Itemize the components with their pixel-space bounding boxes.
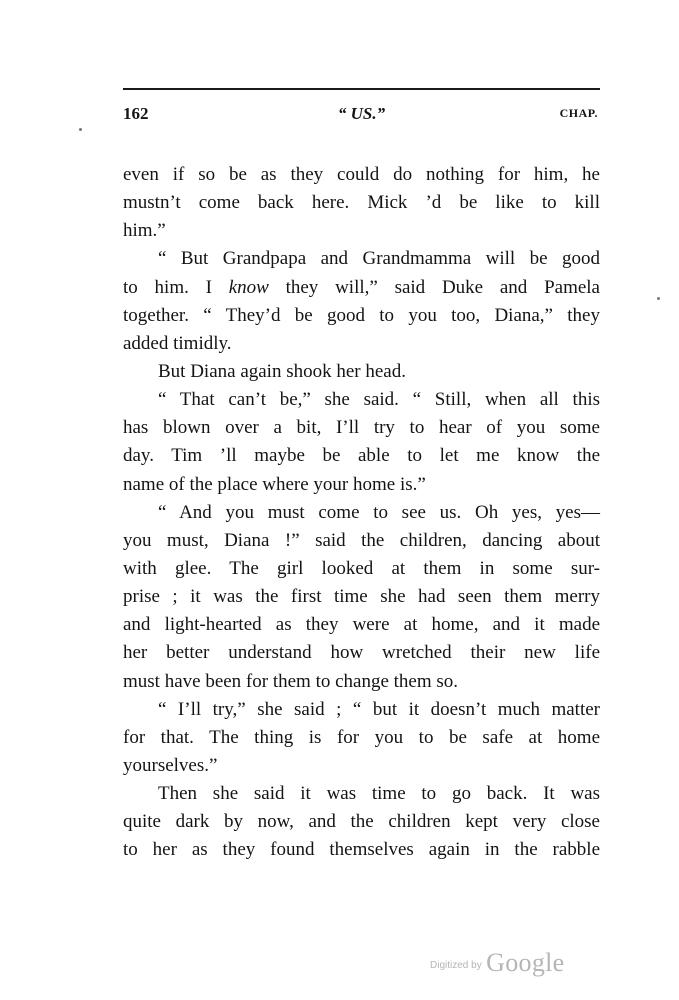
text-line: “ And you must come to see us. Oh yes, yes— [158, 501, 600, 523]
text-line: her better understand how wretched their new life [123, 642, 600, 664]
text-line: him.” [123, 220, 166, 242]
watermark-digitized-label: Digitized by [430, 960, 482, 971]
text-line: has blown over a bit, I’ll try to hear of you some [123, 417, 600, 439]
text-line: prise ; it was the first time she had seen them merry [123, 586, 600, 608]
text-line: “ That can’t be,” she said. “ Still, when all this [158, 389, 600, 411]
text-line: you must, Diana !” said the children, dancing about [123, 529, 600, 551]
text-line: yourselves.” [123, 754, 218, 776]
text-line: together. “ They’d be good to you too, Diana,” they [123, 304, 600, 326]
text-line: with glee. The girl looked at them in some sur- [123, 557, 600, 579]
digitized-by-google-watermark [430, 948, 565, 978]
text-line: “ But Grandpapa and Grandmamma will be good [158, 248, 600, 270]
page-number: 162 [123, 104, 149, 123]
text-line: Then she said it was time to go back. It was [158, 783, 600, 805]
emphasis: know [228, 276, 269, 298]
running-title: “ US.” [337, 104, 386, 123]
page-header [123, 104, 600, 128]
text-line: must have been for them to change them so. [123, 670, 459, 692]
body-text [123, 161, 600, 865]
text-line: mustn’t come back here. Mick ’d be like to kill [123, 192, 600, 214]
text-line: day. Tim ’ll maybe be able to let me know the [123, 445, 600, 467]
text-line: even if so be as they could do nothing for him, he [123, 164, 600, 185]
margin-speck [79, 128, 82, 131]
header-rule [123, 88, 600, 90]
margin-speck [657, 297, 660, 300]
text-line: to him. I know they will,” said Duke and Pamela [123, 276, 600, 298]
text-line: name of the place where your home is.” [123, 473, 426, 495]
chapter-label: CHAP. [559, 106, 598, 120]
watermark-brand: Google [486, 948, 565, 977]
text-line: “ I’ll try,” she said ; “ but it doesn’t much matter [158, 698, 600, 720]
text-line: quite dark by now, and the children kept very close [123, 811, 600, 833]
text-line: and light-hearted as they were at home, and it made [123, 614, 600, 636]
text-line: for that. The thing is for you to be safe at home [123, 726, 600, 748]
text-line: to her as they found themselves again in the rabble [123, 839, 600, 861]
text-line: But Diana again shook her head. [158, 360, 406, 382]
text-line: added timidly. [123, 332, 232, 354]
